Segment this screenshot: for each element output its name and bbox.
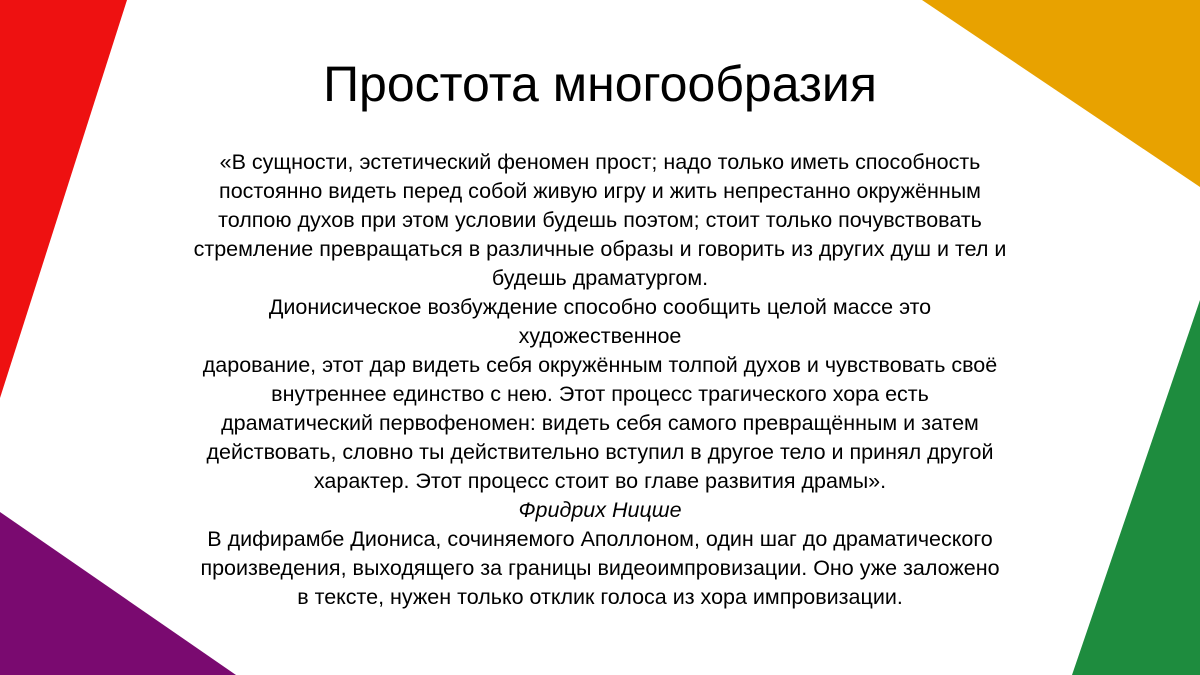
slide-title: Простота многообразия <box>323 56 877 112</box>
quote-line: «В сущности, эстетический феномен прост; надо только иметь способность <box>219 150 981 174</box>
quote-line: действовать, словно ты действительно вступил в другое тело и принял другой <box>206 440 994 464</box>
quote-line: Дионисическое возбуждение способно сообщить целой массе это <box>268 295 932 319</box>
quote-line: внутреннее единство с нею. Этот процесс трагического хора есть <box>271 382 929 406</box>
commentary-line: В дифирамбе Диониса, сочиняемого Аполлоном, один шаг до драматического <box>207 527 993 551</box>
commentary-block <box>140 525 1060 612</box>
quote-line: характер. Этот процесс стоит во главе развития драмы». <box>313 469 887 493</box>
commentary-line: произведения, выходящего за границы видеоимпровизации. Оно уже заложено <box>200 556 1000 580</box>
green-corner-shape <box>1072 300 1200 675</box>
quote-author: Фридрих Ницше <box>518 498 682 522</box>
quote-line: драматический первофеномен: видеть себя самого превращённым и затем <box>221 411 979 435</box>
quote-line: толпою духов при этом условии будешь поэтом; стоит только почувствовать <box>218 208 982 232</box>
quote-line: стремление превращаться в различные образы и говорить из других душ и тел и <box>193 237 1007 261</box>
quote-block <box>140 148 1060 496</box>
commentary-line: в тексте, нужен только отклик голоса из хора импровизации. <box>297 585 903 609</box>
quote-line: дарование, этот дар видеть себя окружённым толпой духов и чувствовать своё <box>202 353 998 377</box>
quote-line: художественное <box>518 324 682 348</box>
slide-body <box>140 148 1060 612</box>
quote-line: постоянно видеть перед собой живую игру и жить непрестанно окружённым <box>219 179 981 203</box>
quote-line: будешь драматургом. <box>491 266 709 290</box>
